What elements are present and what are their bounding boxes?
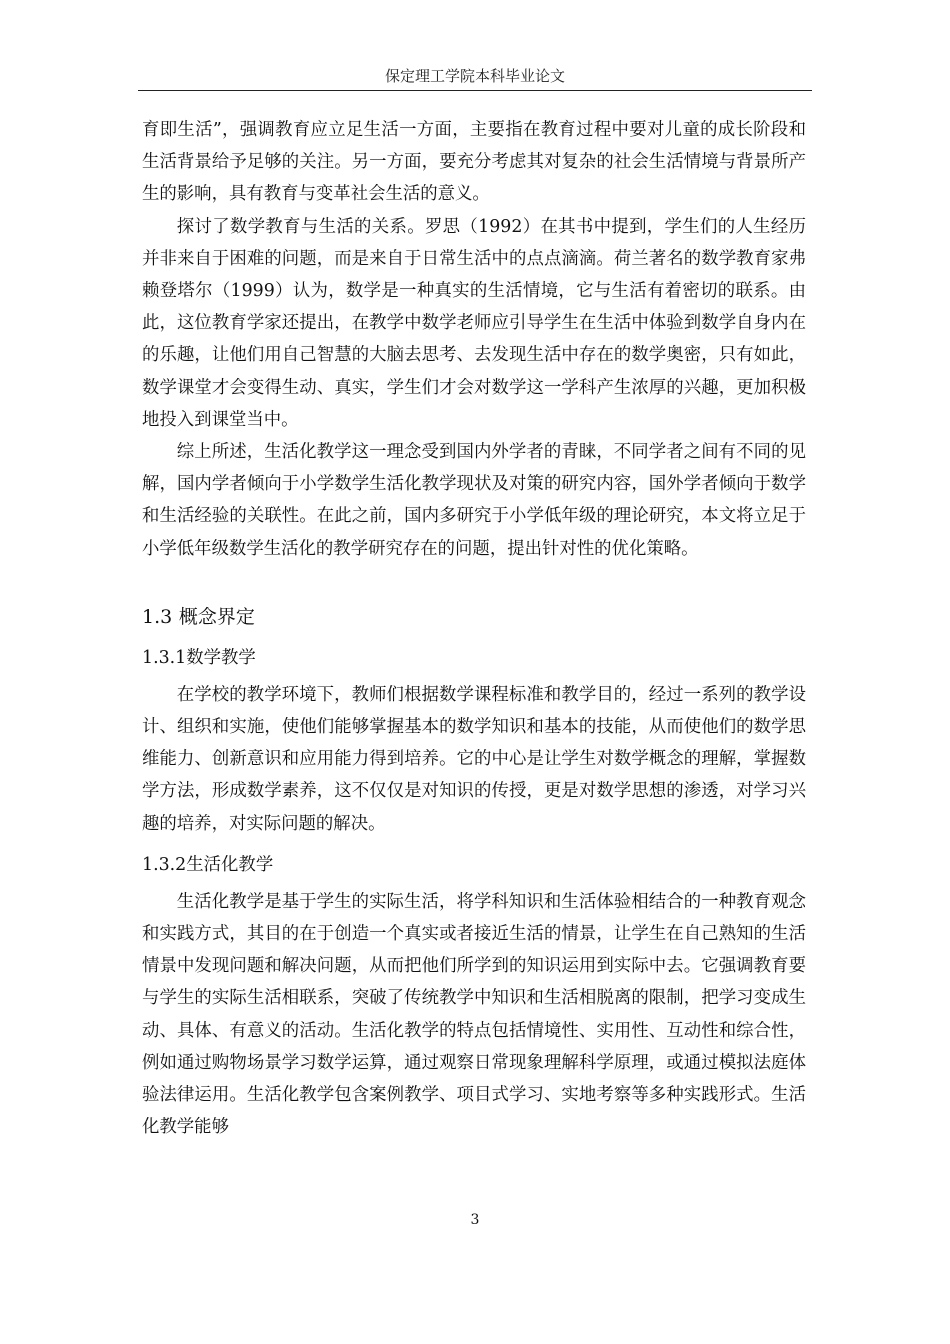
section-number: 1.3 xyxy=(142,605,173,628)
running-header: 保定理工学院本科毕业论文 xyxy=(384,67,565,85)
subsection-title: 生活化教学 xyxy=(186,854,274,875)
subsection-title: 数学教学 xyxy=(186,647,256,668)
body-paragraph-continued: 育即生活”，强调教育应立足生活一方面，主要指在教育过程中要对儿童的成长阶段和生活背景给予足够的关注。另一方面，要充分考虑其对复杂的社会生活情境与背景所产生的影响，具有教育与变革社会生活的意义。 xyxy=(142,120,806,205)
body-paragraph: 在学校的教学环境下，教师们根据数学课程标准和教学目的，经过一系列的教学设计、组织和实施，使他们能够掌握基本的数学知识和基本的技能，从而使他们的数学思维能力、创新意识和应用能力得到培养。它的中心是让学生对数学概念的理解，掌握数学方法，形成数学素养，这不仅仅是对知识的传授，更是对数学思想的渗透，对学习兴趣的培养，对实际问题的解决。 xyxy=(142,684,806,834)
subsection-heading xyxy=(142,850,806,880)
section-title: 概念界定 xyxy=(178,605,255,628)
body-paragraph: 综上所述，生活化教学这一理念受到国内外学者的青睐，不同学者之间有不同的见解，国内学者倾向于小学数学生活化教学现状及对策的研究内容，国外学者倾向于数学和生活经验的关联性。在此之前，国内多研究于小学低年级的理论研究，本文将立足于小学低年级数学生活化的教学研究存在的问题，提出针对性的优化策略。 xyxy=(142,442,806,559)
header-divider xyxy=(138,90,812,91)
body-paragraph: 探讨了数学教育与生活的关系。罗思（1992）在其书中提到，学生们的人生经历并非来自于困难的问题，而是来自于日常生活中的点点滴滴。荷兰著名的数学教育家弗赖登塔尔（1999）认为，数学是一种真实的生活情境，它与生活有着密切的联系。由此，这位教育学家还提出，在教学中数学老师应引导学生在生活中体验到数学自身内在的乐趣，让他们用自己智慧的大脑去思考、去发现生活中存在的数学奥密，只有如此，数学课堂才会变得生动、真实，学生们才会对数学这一学科产生浓厚的兴趣，更加积极地投入到课堂当中。 xyxy=(142,216,806,430)
section-heading xyxy=(142,601,806,633)
body-paragraph: 生活化教学是基于学生的实际生活，将学科知识和生活体验相结合的一种教育观念和实践方式，其目的在于创造一个真实或者接近生活的情景，让学生在自己熟知的生活情景中发现问题和解决问题，从而把他们所学到的知识运用到实际中去。它强调教育要与学生的实际生活相联系，突破了传统教学中知识和生活相脱离的限制，把学习变成生动、具体、有意义的活动。生活化教学的特点包括情境性、实用性、互动性和综合性，例如通过购物场景学习数学运算，通过观察日常现象理解科学原理，或通过模拟法庭体验法律运用。生活化教学包含案例教学、项目式学习、实地考察等多种实践形式。生活化教学能够 xyxy=(142,891,806,1138)
subsection-number: 1.3.1 xyxy=(142,647,187,668)
page-number: 3 xyxy=(470,1212,480,1228)
subsection-heading xyxy=(142,643,806,673)
page-body xyxy=(142,114,806,1143)
subsection-number: 1.3.2 xyxy=(142,854,187,875)
